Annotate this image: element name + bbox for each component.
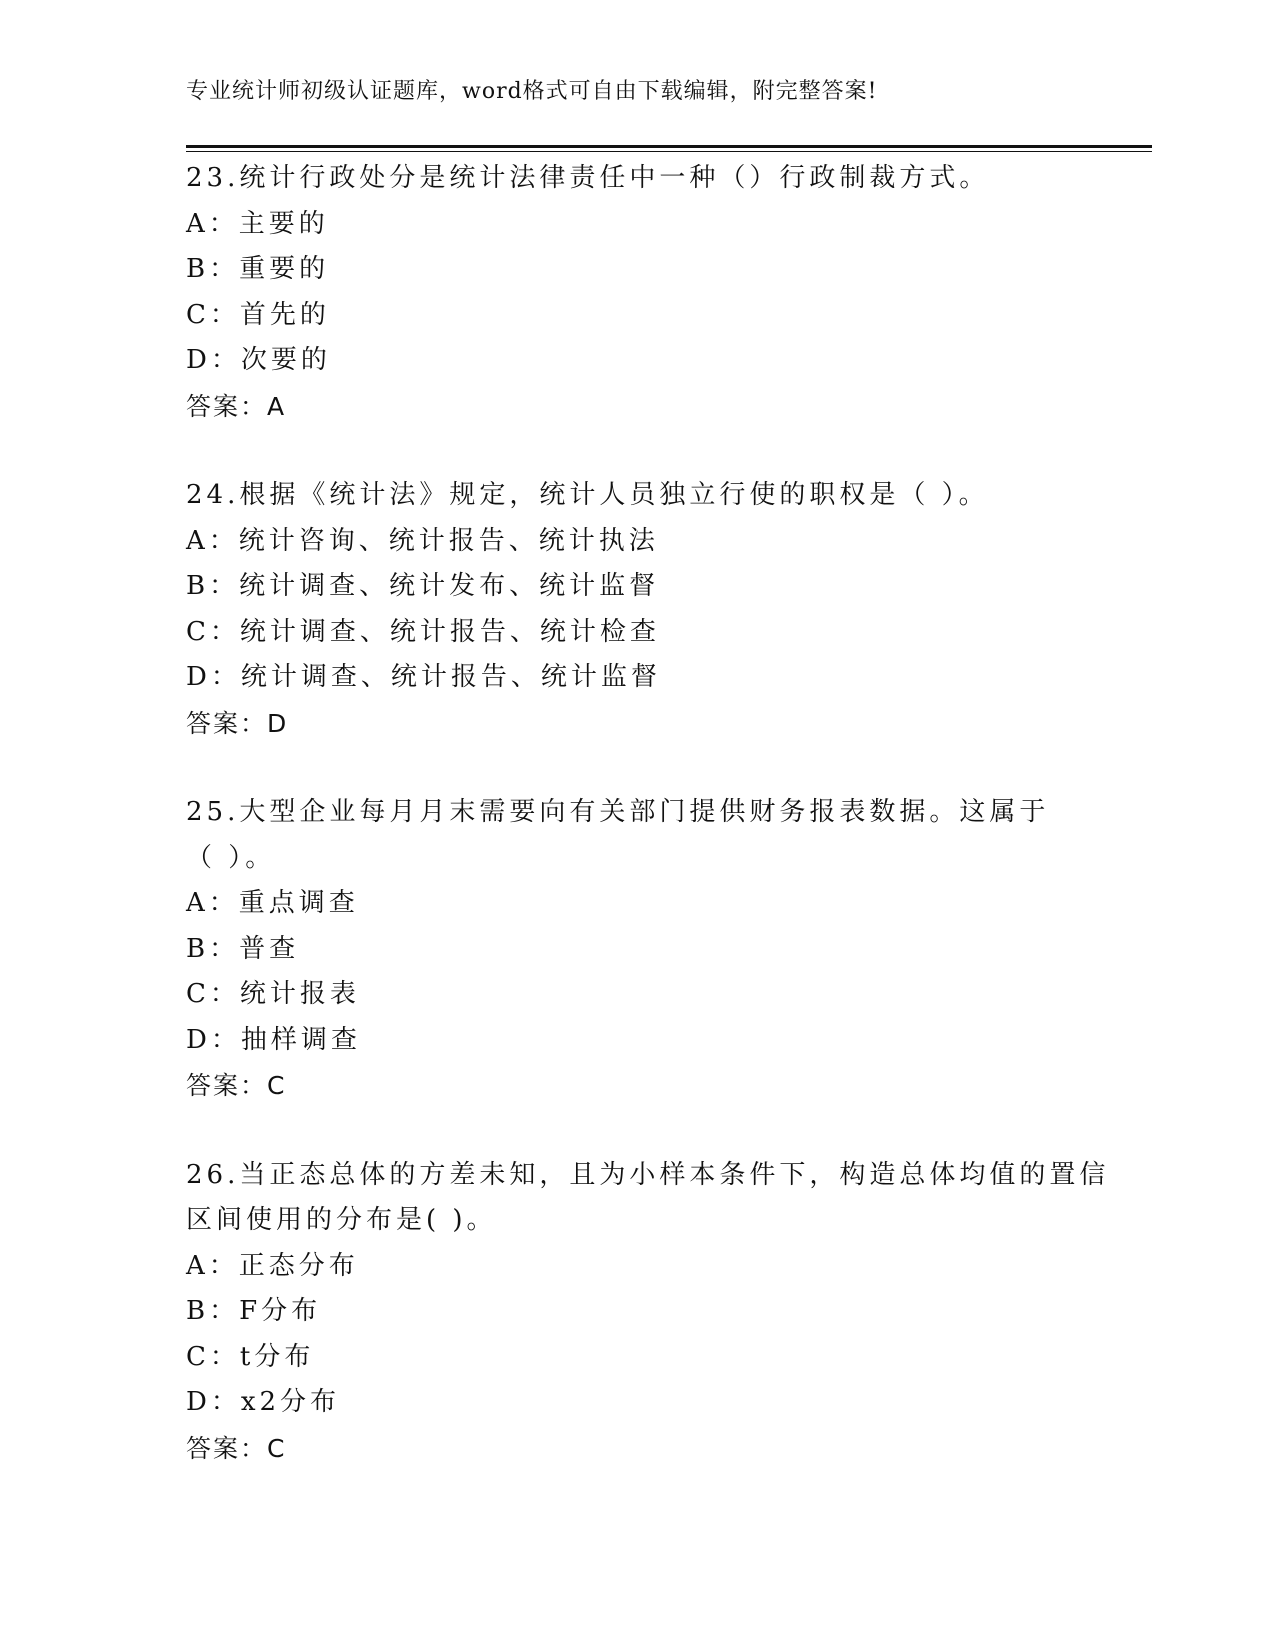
question-25	[186, 790, 1086, 1109]
option-b: B：普查	[186, 933, 300, 964]
option-b: B：F分布	[186, 1296, 322, 1326]
option-b: B：统计调查、统计发布、统计监督	[186, 571, 660, 601]
option-c: C：统计报表	[186, 979, 360, 1009]
option-d: D：次要的	[186, 345, 331, 375]
header-rule-thick	[186, 145, 1152, 148]
question-stem-continued: 区间使用的分布是( )。	[186, 1205, 497, 1235]
answer-line: 答案：C	[186, 1071, 287, 1100]
header-rule-thin	[186, 151, 1152, 152]
option-a: A：重点调查	[186, 888, 359, 918]
question-stem: 24.根据《统计法》规定，统计人员独立行使的职权是（ ）。	[186, 480, 989, 510]
option-c: C：首先的	[186, 299, 330, 330]
option-a: A：主要的	[186, 208, 329, 239]
option-d: D：x2分布	[186, 1387, 341, 1417]
option-d: D：统计调查、统计报告、统计监督	[186, 662, 661, 692]
question-stem: 23.统计行政处分是统计法律责任中一种（）行政制裁方式。	[186, 163, 990, 193]
question-stem: 26.当正态总体的方差未知，且为小样本条件下，构造总体均值的置信	[186, 1159, 1110, 1190]
question-list	[186, 156, 1110, 1515]
option-c: C：统计调查、统计报告、统计检查	[186, 616, 660, 647]
question-stem-continued: （ ）。	[186, 842, 276, 873]
option-a: A：统计咨询、统计报告、统计执法	[186, 525, 659, 556]
question-24	[186, 473, 1086, 746]
option-b: B：重要的	[186, 254, 330, 284]
option-d: D：抽样调查	[186, 1024, 361, 1055]
option-a: A：正态分布	[186, 1250, 359, 1281]
answer-line: 答案：C	[186, 1433, 287, 1463]
option-c: C：t分布	[186, 1341, 315, 1372]
answer-line: 答案：A	[186, 391, 287, 421]
page-header: 专业统计师初级认证题库，word格式可自由下载编辑，附完整答案!	[186, 79, 878, 104]
question-23	[186, 156, 1086, 429]
question-stem: 25.大型企业每月月末需要向有关部门提供财务报表数据。这属于	[186, 797, 1050, 827]
question-26	[186, 1153, 1110, 1472]
answer-line: 答案：D	[186, 708, 289, 738]
